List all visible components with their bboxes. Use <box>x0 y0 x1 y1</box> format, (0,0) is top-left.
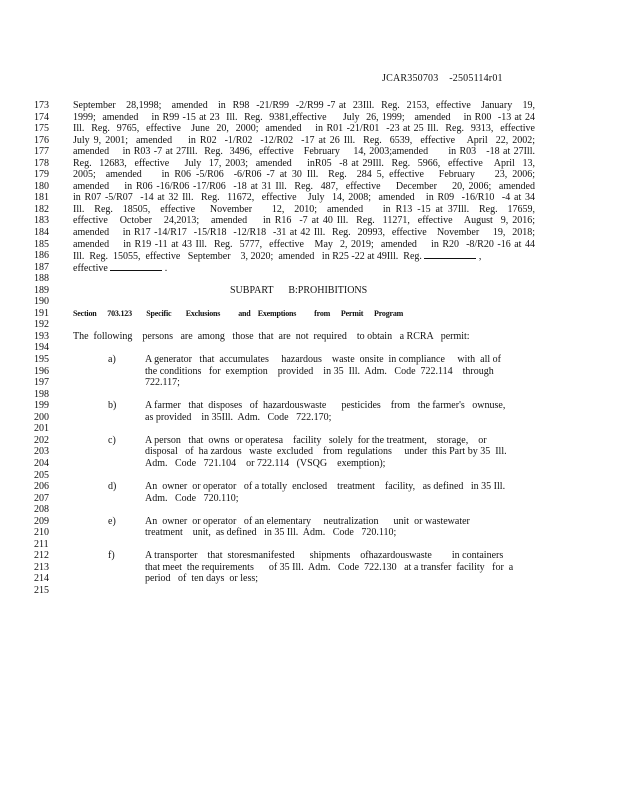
history-text: amended in R19 -11 at 43 Ill. Reg. 5777, effective May 2, 2019; amended in R20 -8/R20 -16 at 44 <box>73 238 535 250</box>
history-text: amended in R17 -14/R17 -15/R18 -12/R18 -31 at 42 Ill. Reg. 20993, effective November 19, 2018; <box>73 227 535 239</box>
item-text: A person that owns or operatesa facility solely for the treatment, storage, or <box>145 434 487 446</box>
document-line <box>0 285 618 297</box>
line-number: 208 <box>34 504 49 516</box>
section-heading: Section 703.123 Specific Exclusions and Exemptions from Permit Program <box>73 308 404 318</box>
item-marker: b) <box>108 400 117 412</box>
line-number: 175 <box>34 123 49 135</box>
item-text: An owner or operator of an elementary neutralization unit or wastewater <box>145 515 470 527</box>
item-text: An owner or operator of a totally enclosed treatment facility, as defined in 35 Ill. <box>145 481 506 493</box>
item-marker: c) <box>108 434 116 446</box>
document-line <box>0 458 618 470</box>
document-line <box>0 412 618 424</box>
item-marker: a) <box>108 354 116 366</box>
history-text: amended in R03 -7 at 27Ill. Reg. 3496, effective February 14, 2003;amended in R03 -18 at 27Ill. <box>73 146 535 158</box>
line-number: 210 <box>34 527 49 539</box>
document-line <box>0 481 618 493</box>
line-number: 179 <box>34 169 49 181</box>
item-text: A generator that accumulates hazardous waste onsite in compliance with all of <box>145 354 502 366</box>
line-number: 203 <box>34 446 49 458</box>
document-line <box>0 377 618 389</box>
document-line <box>0 100 618 112</box>
line-number: 180 <box>34 180 49 192</box>
document-line <box>0 215 618 227</box>
line-number: 197 <box>34 377 49 389</box>
document-line <box>0 273 618 285</box>
line-number: 206 <box>34 481 49 493</box>
document-line <box>0 331 618 343</box>
item-text: the conditions for exemption provided in 35 Ill. Adm. Code 722.114 through <box>145 365 494 377</box>
line-number: 190 <box>34 296 49 308</box>
history-text: in R07 -5/R07 -14 at 32 Ill. Reg. 11672, effective July 14, 2008; amended in R09 -16/R10 -4 at 34 <box>73 192 535 204</box>
line-number: 205 <box>34 469 49 481</box>
line-number: 189 <box>34 284 49 296</box>
line-number: 201 <box>34 423 49 435</box>
fill-in-blank <box>424 250 476 259</box>
document-code-header: JCAR350703 -2505114r01 <box>382 73 503 84</box>
line-number: 215 <box>34 584 49 596</box>
line-number: 176 <box>34 134 49 146</box>
document-line <box>0 135 618 147</box>
item-text: 722.117; <box>145 377 180 389</box>
item-text: Adm. Code 720.110; <box>145 492 239 504</box>
intro-text: The following persons are among those that are not required to obtain a RCRA permit: <box>73 330 470 342</box>
line-number: 181 <box>34 192 49 204</box>
history-text: Reg. 12683, effective July 17, 2003; amended inR05 -8 at 29Ill. Reg. 5966, effective April 13, <box>73 157 535 169</box>
history-text: 2005; amended in R06 -5/R06 -6/R06 -7 at 30 Ill. Reg. 284 5, effective February 23, 2006; <box>73 169 535 181</box>
line-number: 182 <box>34 203 49 215</box>
document-line <box>0 296 618 308</box>
document-line <box>0 573 618 585</box>
line-number: 177 <box>34 146 49 158</box>
line-number: 202 <box>34 434 49 446</box>
line-numbered-body <box>0 100 618 597</box>
document-line <box>0 585 618 597</box>
item-text: that meet the requirements of 35 Ill. Adm. Code 722.130 at a transfer facility for a <box>145 561 514 573</box>
item-text: A transporter that storesmanifested shipments ofhazardouswaste in containers <box>145 550 504 562</box>
item-text: period of ten days or less; <box>145 573 259 585</box>
document-line <box>0 423 618 435</box>
line-number: 198 <box>34 388 49 400</box>
history-text: 1999; amended in R99 -15 at 23 Ill. Reg. 9381,effective July 26, 1999; amended in R00 -13 at 24 <box>73 111 535 123</box>
line-number: 207 <box>34 492 49 504</box>
document-line <box>0 158 618 170</box>
document-line <box>0 400 618 412</box>
line-number: 212 <box>34 550 49 562</box>
history-text: Ill. Reg. 9765, effective June 20, 2000; amended in R01 -21/R01 -23 at 25 Ill. Reg. 9313, effective <box>73 123 535 135</box>
item-marker: e) <box>108 515 116 527</box>
history-text: Ill. Reg. 18505, effective November 12, 2010; amended in R13 -15 at 37Ill. Reg. 17659, <box>73 203 535 215</box>
document-line <box>0 262 618 274</box>
line-number: 192 <box>34 319 49 331</box>
item-text: Adm. Code 721.104 or 722.114 (VSQG exemption); <box>145 457 386 469</box>
document-line <box>0 146 618 158</box>
document-line <box>0 169 618 181</box>
item-text: disposal of ha zardous waste excluded from regulations under this Part by 35 Ill. <box>145 446 507 458</box>
document-line <box>0 366 618 378</box>
line-number: 194 <box>34 342 49 354</box>
document-line <box>0 227 618 239</box>
document-line <box>0 181 618 193</box>
line-number: 209 <box>34 515 49 527</box>
line-number: 185 <box>34 238 49 250</box>
line-number: 183 <box>34 215 49 227</box>
history-text: Ill. Reg. 15055, effective September 3, 2020; amended in R25 -22 at 49Ill. Reg. , <box>73 251 482 263</box>
document-line <box>0 493 618 505</box>
line-number: 186 <box>34 250 49 262</box>
line-number: 195 <box>34 354 49 366</box>
document-line <box>0 389 618 401</box>
document-line <box>0 239 618 251</box>
line-number: 184 <box>34 227 49 239</box>
item-marker: f) <box>108 550 115 562</box>
document-line <box>0 123 618 135</box>
document-line <box>0 562 618 574</box>
document-line <box>0 504 618 516</box>
line-number: 199 <box>34 400 49 412</box>
line-number: 173 <box>34 100 49 111</box>
history-text: September 28,1998; amended in R98 -21/R99 -2/R99 -7 at 23Ill. Reg. 2153, effective January 19, <box>73 100 535 111</box>
line-number: 200 <box>34 411 49 423</box>
line-number: 214 <box>34 573 49 585</box>
line-number: 191 <box>34 307 49 319</box>
line-number: 196 <box>34 365 49 377</box>
document-line <box>0 308 618 320</box>
document-line <box>0 250 618 262</box>
item-text: as provided in 35Ill. Adm. Code 722.170; <box>145 411 332 423</box>
document-line <box>0 204 618 216</box>
document-line <box>0 527 618 539</box>
fill-in-blank <box>110 262 162 271</box>
document-line <box>0 435 618 447</box>
line-number: 187 <box>34 261 49 273</box>
history-text: July 9, 2001; amended in R02 -1/R02 -12/R02 -17 at 26 Ill. Reg. 6539, effective April 22, 2002; <box>73 134 535 146</box>
line-number: 174 <box>34 111 49 123</box>
document-line <box>0 354 618 366</box>
history-text: effective . <box>73 262 168 274</box>
history-text: amended in R06 -16/R06 -17/R06 -18 at 31 Ill. Reg. 487, effective December 20, 2006; amended <box>73 180 535 192</box>
item-marker: d) <box>108 481 117 493</box>
item-text: treatment unit, as defined in 35 Ill. Adm. Code 720.110; <box>145 527 397 539</box>
line-number: 178 <box>34 157 49 169</box>
document-line <box>0 446 618 458</box>
line-number: 188 <box>34 273 49 285</box>
line-number: 193 <box>34 330 49 342</box>
line-number: 211 <box>34 538 49 550</box>
document-line <box>0 342 618 354</box>
line-number: 204 <box>34 457 49 469</box>
item-text: A farmer that disposes of hazardouswaste pesticides from the farmer's ownuse, <box>145 400 506 412</box>
subpart-heading: SUBPART B:PROHIBITIONS <box>230 284 368 296</box>
document-line <box>0 550 618 562</box>
document-line <box>0 539 618 551</box>
document-line <box>0 319 618 331</box>
history-text: effective October 24,2013; amended in R16 -7 at 40 Ill. Reg. 11271, effective August 9, 2016; <box>73 215 535 227</box>
document-line <box>0 112 618 124</box>
document-line <box>0 470 618 482</box>
document-line <box>0 516 618 528</box>
document-line <box>0 192 618 204</box>
line-number: 213 <box>34 561 49 573</box>
